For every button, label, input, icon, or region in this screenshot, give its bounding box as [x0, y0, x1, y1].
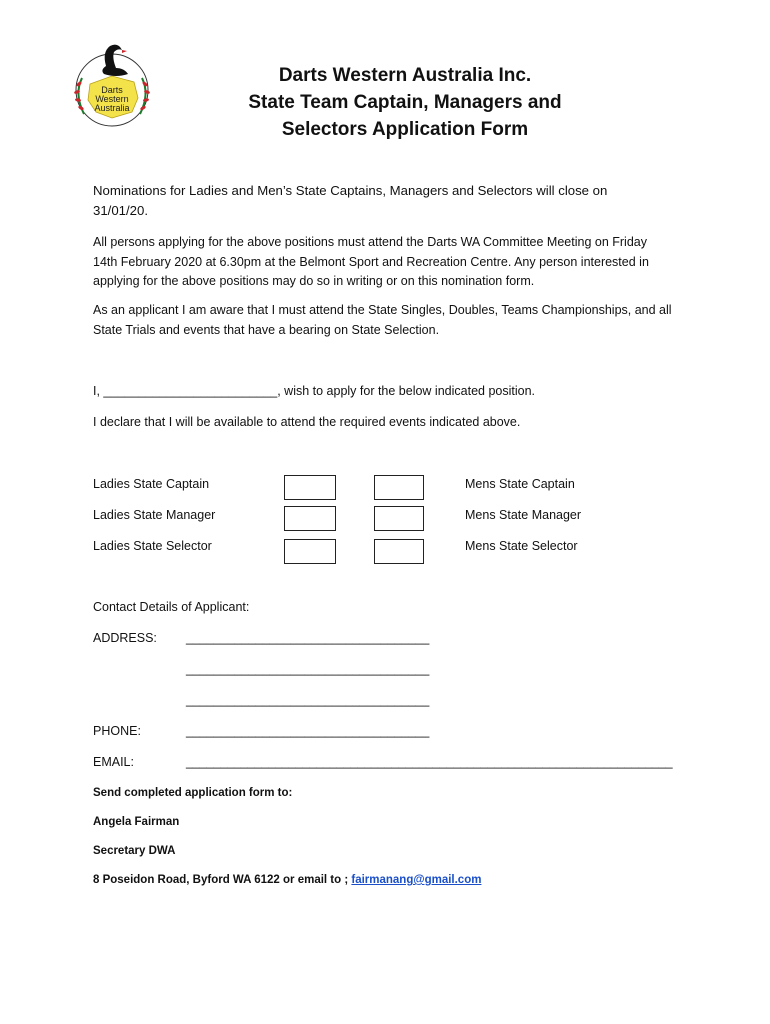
mens-captain-checkbox[interactable] — [374, 475, 424, 500]
ladies-manager-label: Ladies State Manager — [93, 508, 216, 522]
mens-selector-label: Mens State Selector — [465, 539, 578, 553]
secretary-name: Angela Fairman — [93, 816, 180, 828]
address-line-3[interactable]: ___________________________________ — [186, 693, 430, 707]
mens-selector-checkbox[interactable] — [374, 539, 424, 564]
page-title — [180, 62, 630, 143]
mens-captain-label: Mens State Captain — [465, 477, 575, 491]
ladies-manager-checkbox[interactable] — [284, 506, 336, 531]
applicant-awareness-paragraph: As an applicant I am aware that I must attend the State Singles, Doubles, Teams Championships, and all State Trials and events that have a bearing on State Selection. — [93, 303, 672, 337]
address-label: ADDRESS: — [93, 631, 157, 645]
mens-manager-label: Mens State Manager — [465, 508, 582, 522]
title-line-1: Darts Western Australia Inc. — [278, 65, 532, 86]
apply-declaration-line: I, _________________________, wish to apply for the below indicated position. — [93, 384, 536, 398]
phone-line[interactable]: ___________________________________ — [186, 724, 430, 738]
ladies-selector-label: Ladies State Selector — [93, 539, 212, 553]
ladies-selector-checkbox[interactable] — [284, 539, 336, 564]
address-line-2[interactable]: ___________________________________ — [186, 662, 430, 676]
send-heading: Send completed application form to: — [93, 787, 293, 799]
postal-address-line — [93, 871, 481, 891]
darts-wa-logo — [66, 38, 158, 130]
svg-text:Western: Western — [95, 94, 129, 104]
ladies-captain-checkbox[interactable] — [284, 475, 336, 500]
meeting-paragraph: All persons applying for the above positions must attend the Darts WA Committee Meeting on Friday 14th February 2020 at 6.30pm at the Belmont Sport and Recreation Centre. Any person interested in applying for the above positions may do so in writing or on this nomination form. — [93, 235, 649, 288]
mens-manager-checkbox[interactable] — [374, 506, 424, 531]
contact-heading: Contact Details of Applicant: — [93, 600, 250, 614]
closing-date-paragraph: Nominations for Ladies and Men’s State Captains, Managers and Selectors will close on 31/01/20. — [93, 183, 608, 218]
title-line-2: State Team Captain, Managers and — [248, 92, 562, 113]
postal-address: 8 Poseidon Road, Byford WA 6122 or email to ; — [93, 874, 352, 886]
svg-text:Australia: Australia — [94, 103, 130, 113]
email-label: EMAIL: — [93, 755, 134, 769]
ladies-captain-label: Ladies State Captain — [93, 477, 210, 491]
phone-label: PHONE: — [93, 724, 141, 738]
secretary-email-link[interactable]: fairmanang@gmail.com — [351, 874, 482, 886]
email-line[interactable]: _______________________________________________________________________ — [186, 755, 673, 769]
availability-declaration-line: I declare that I will be available to attend the required events indicated above. — [93, 415, 521, 429]
title-line-3: Selectors Application Form — [281, 119, 529, 140]
address-line-1[interactable]: ___________________________________ — [186, 631, 430, 645]
svg-text:Darts: Darts — [101, 85, 123, 95]
secretary-role: Secretary DWA — [93, 845, 176, 857]
